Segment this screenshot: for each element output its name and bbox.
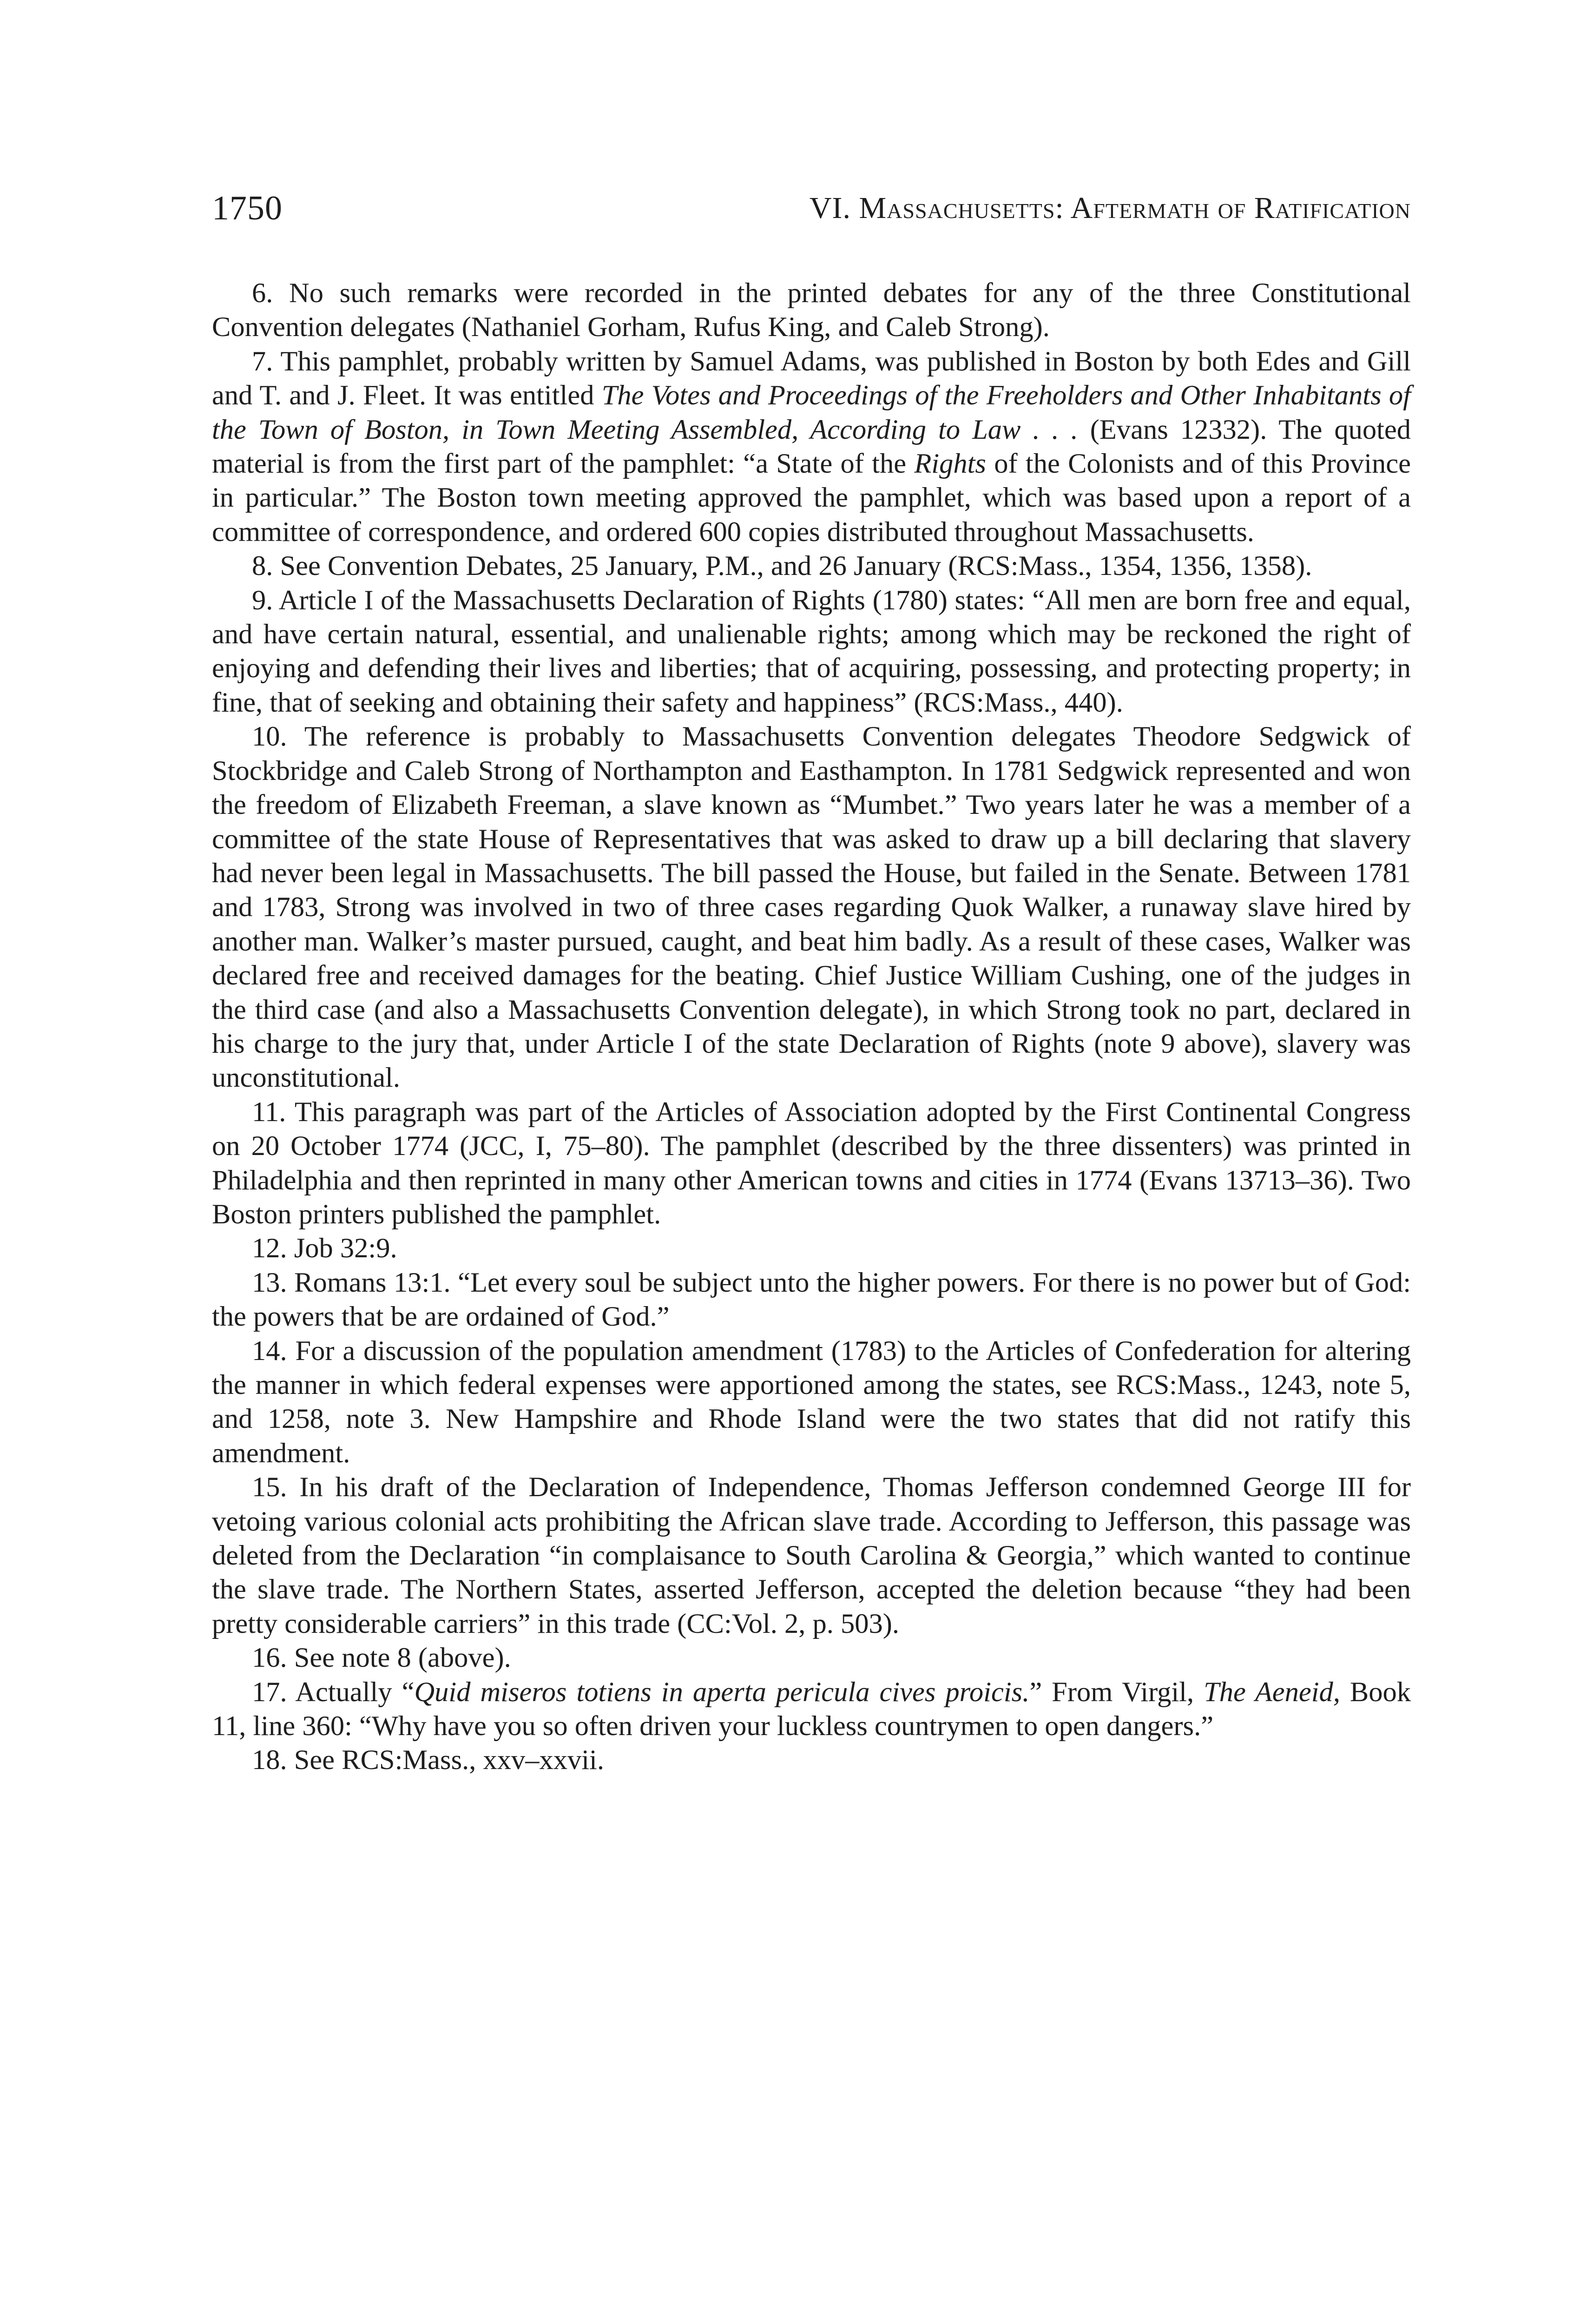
note-text: 11. This paragraph was part of the Articles of Association adopted by the First Continental Congress on 20 October 1774 (JCC, I, 75–80). The pamphlet (described by the three dissenters) was printed in Philadelphia and then reprinted in many other American towns and cities in 1774 (Evans 13713–36). Two Boston printers published the pamphlet. xyxy=(212,1096,1411,1230)
italic-title: The Votes and Proceedings of the Freeholders and Other Inhabitants of the Town of Boston, in Town Meeting Assembled, According to Law . . . xyxy=(212,380,1411,445)
running-head xyxy=(212,185,1411,241)
endnote-7 xyxy=(212,344,1411,549)
note-text: 15. In his draft of the Declaration of Independence, Thomas Jefferson condemned George III for vetoing various colonial acts prohibiting the African slave trade. According to Jefferson, this passage was deleted from the Declaration “in complaisance to South Carolina & Georgia,” which wanted to continue the slave trade. The Northern States, asserted Jefferson, accepted the deletion because “they had been pretty considerable carriers” in this trade (CC:Vol. 2, p. 503). xyxy=(212,1472,1411,1639)
endnote-17 xyxy=(212,1675,1411,1743)
note-text: Book 11, line 360: “Why have you so often driven your luckless countrymen to open dangers.” xyxy=(212,1676,1411,1742)
note-text: 13. Romans 13:1. “Let every soul be subject unto the higher powers. For there is no power but of God: the powers that be are ordained of God.” xyxy=(212,1267,1411,1333)
endnote-11 xyxy=(212,1095,1411,1232)
note-text: 14. For a discussion of the population amendment (1783) to the Articles of Confederation for altering the manner in which federal expenses were apportioned among the states, see RCS:Mass., 1243, note 5, and 1258, note 3. New Hampshire and Rhode Island were the two states that did not ratify this amendment. xyxy=(212,1335,1411,1469)
note-text: 7. This pamphlet, probably written by Samuel Adams, was published in Boston by both Edes and Gill and T. and J. Fleet. It was entitled xyxy=(212,345,1411,411)
note-text: ” From Virgil, xyxy=(1029,1676,1204,1708)
italic-title: Rights xyxy=(914,448,986,480)
endnotes-list xyxy=(212,276,1411,1777)
page-number: 1750 xyxy=(212,189,283,227)
note-text: (Evans 12332). The quoted material is from the first part of the pamphlet: “a State of the xyxy=(212,414,1411,480)
note-text: 16. See note 8 (above). xyxy=(252,1642,511,1674)
endnote-15 xyxy=(212,1470,1411,1641)
running-title: VI. Massachusetts: Aftermath of Ratification xyxy=(809,191,1411,225)
note-text: 9. Article I of the Massachusetts Declaration of Rights (1780) states: “All men are born free and equal, and have certain natural, essential, and unalienable rights; among which may be reckoned the right of enjoying and defending their lives and liberties; that of acquiring, possessing, and protecting property; in fine, that of seeking and obtaining their safety and happiness” (RCS:Mass., 440). xyxy=(212,584,1411,718)
endnote-13 xyxy=(212,1266,1411,1334)
note-text: 17. Actually “ xyxy=(252,1676,415,1708)
endnote-18 xyxy=(212,1743,1411,1777)
endnote-6 xyxy=(212,276,1411,344)
endnote-8 xyxy=(212,549,1411,583)
endnote-16 xyxy=(212,1641,1411,1675)
note-text: 10. The reference is probably to Massachusetts Convention delegates Theodore Sedgwick of Stockbridge and Caleb Strong of Northampton and Easthampton. In 1781 Sedgwick represented and won the freedom of Elizabeth Freeman, a slave known as “Mumbet.” Two years later he was a member of a committee of the state House of Representatives that was asked to draw up a bill declaring that slavery had never been legal in Massachusetts. The bill passed the House, but failed in the Senate. Between 1781 and 1783, Strong was involved in two of three cases regarding Quok Walker, a runaway slave hired by another man. Walker’s master pursued, caught, and beat him badly. As a result of these cases, Walker was declared free and received damages for the beating. Chief Justice William Cushing, one of the judges in the third case (and also a Massachusetts Convention delegate), in which Strong took no part, declared in his charge to the jury that, under Article I of the state Declaration of Rights (note 9 above), slavery was unconstitutional. xyxy=(212,721,1411,1094)
italic-title: Quid miseros totiens in aperta pericula cives proicis. xyxy=(414,1676,1030,1708)
note-text: of the Colonists and of this Province in particular.” The Boston town meeting approved the pamphlet, which was based upon a report of a committee of correspondence, and ordered 600 copies distributed throughout Massachusetts. xyxy=(212,448,1411,548)
endnote-14 xyxy=(212,1334,1411,1471)
note-text: 6. No such remarks were recorded in the printed debates for any of the three Constitutional Convention delegates (Nathaniel Gorham, Rufus King, and Caleb Strong). xyxy=(212,277,1411,343)
note-text: 18. See RCS:Mass., xxv–xxvii. xyxy=(252,1744,604,1776)
endnote-9 xyxy=(212,583,1411,720)
note-text: 12. Job 32:9. xyxy=(252,1233,397,1264)
endnote-10 xyxy=(212,720,1411,1095)
note-text: 8. See Convention Debates, 25 January, P.M., and 26 January (RCS:Mass., 1354, 1356, 1358). xyxy=(252,550,1312,582)
italic-title: The Aeneid, xyxy=(1204,1676,1340,1708)
endnote-12 xyxy=(212,1231,1411,1265)
